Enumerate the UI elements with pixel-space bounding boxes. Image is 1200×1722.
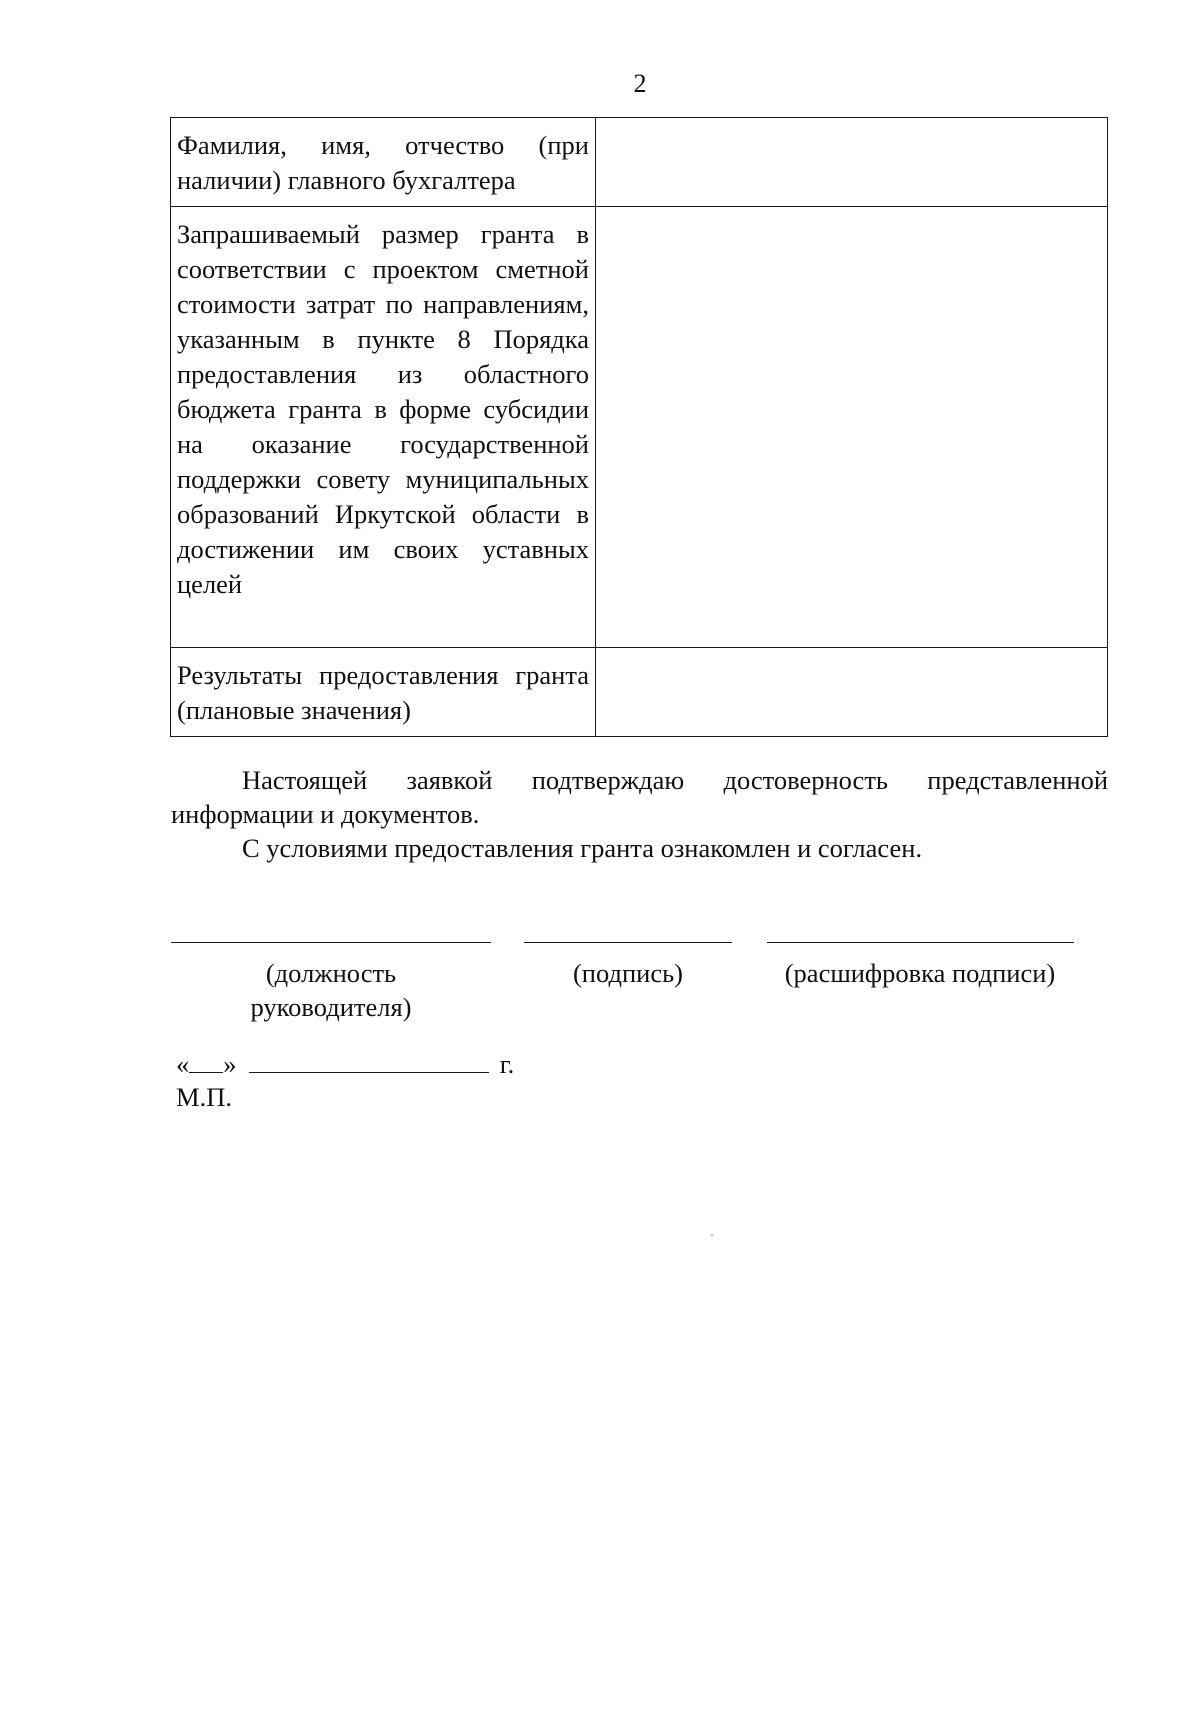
decoding-signature-line[interactable] [767,942,1074,943]
date-close-quote: » [223,1049,237,1079]
stamp-place-label: М.П. [176,1082,232,1112]
page-number: 2 [633,69,647,98]
signature-line[interactable] [524,942,732,943]
table-row [171,207,1108,648]
date-line [176,1046,514,1082]
scan-speck [711,1234,713,1236]
agreement-statement: С условиями предоставления гранта ознакомлен и согласен. [242,833,923,863]
day-blank[interactable] [189,1046,223,1073]
row-value-chief-accountant[interactable] [596,118,1108,207]
date-open-quote: « [176,1049,190,1079]
row-value-grant-amount[interactable] [596,207,1108,648]
row-label-grant-amount: Запрашиваемый размер гранта в соответствии с проектом сметной стоимости затрат по направлениям, указанным в пункте 8 Порядка предоставления из областного бюджета гранта в форме субсидии на оказание государственной поддержки совету муниципальных образований Иркутской области в достижении им своих уставных целей [171,207,596,648]
signature-caption: (подпись) [572,958,683,988]
confirmation-statement: Настоящей заявкой подтверждаю достоверность представленной информации и документов. [171,765,1108,829]
position-signature-line[interactable] [171,942,491,943]
row-value-grant-results[interactable] [596,648,1108,737]
table-row [171,118,1108,207]
position-caption: (должность руководителя) [250,958,412,1022]
year-suffix: г. [499,1049,515,1079]
decoding-caption: (расшифровка подписи) [784,958,1056,988]
application-table [170,117,1108,737]
row-label-chief-accountant: Фамилия, имя, отчество (при наличии) главного бухгалтера [171,118,596,207]
table-row [171,648,1108,737]
row-label-grant-results: Результаты предоставления гранта (плановые значения) [171,648,596,737]
month-year-blank[interactable] [249,1046,489,1073]
